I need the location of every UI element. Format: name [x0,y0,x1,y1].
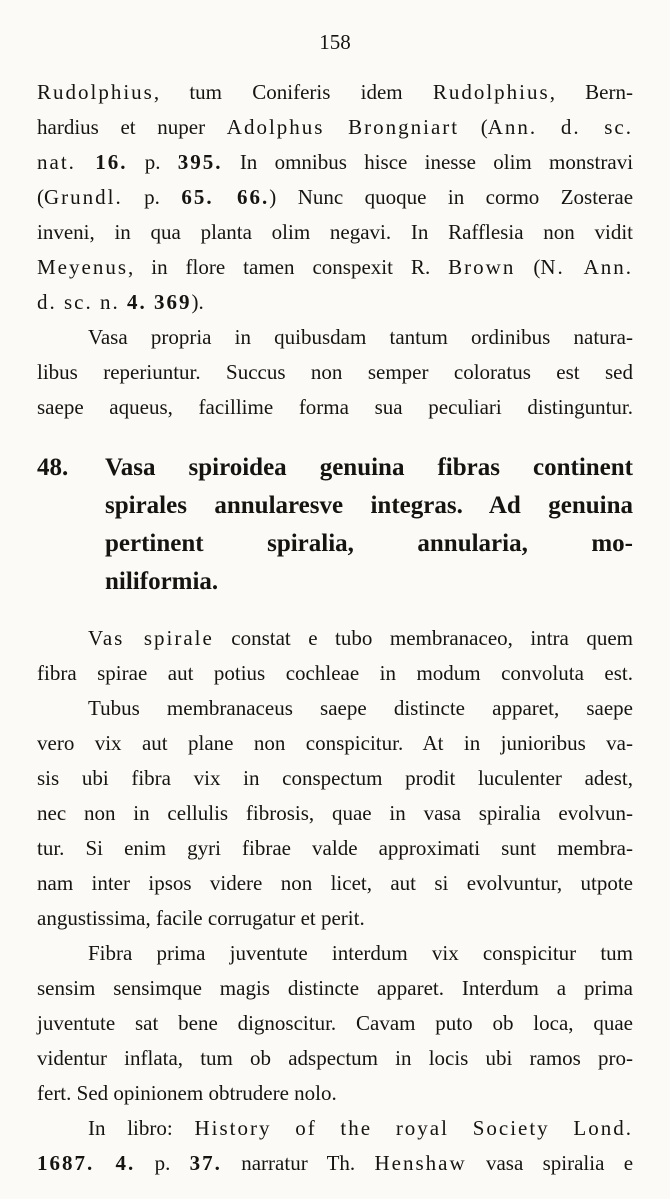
text-line: inveni, in qua planta olim negavi. In Rafflesia non vidit [37,220,633,244]
author-name: Henshaw [374,1151,467,1175]
section-heading-line: pertinent spiralia, annularia, mo- [105,530,633,557]
author-name: Rudolphius [37,80,154,104]
journal-ref: Ann. d. sc. [487,115,633,139]
text-line: nam inter ipsos videre non licet, aut si evolvuntur, utpote [37,871,633,895]
text-line: angustissima, facile corrugatur et perit. [37,906,365,930]
text-line: Fibra prima juventute interdum vix conspicitur tum [88,941,633,965]
text-line: Tubus membranaceus saepe distincte apparet, saepe [88,696,633,720]
journal-ref: N. Ann. [540,255,633,279]
text-line: vero vix aut plane non conspicitur. At in junioribus va- [37,731,633,755]
text-line: hardius et nuper Adolphus Brongniart (Ann. d. sc. [37,115,633,139]
text-line: d. sc. n. 4. 369). [37,290,204,314]
defined-term: Vas spirale [88,626,214,650]
text-line: fert. Sed opinionem obtrudere nolo. [37,1081,337,1105]
text-line: tur. Si enim gyri fibrae valde approximati sunt membra- [37,836,633,860]
section-heading-line: spirales annularesve integras. Ad genuina [105,492,633,519]
text-line: fibra spirae aut potius cochleae in modum convoluta est. [37,661,633,685]
author-name: Brown [448,255,516,279]
book-title: History of the royal Society Lond. [194,1116,633,1140]
text-line: Vas spirale constat e tubo membranaceo, intra quem [88,626,633,650]
text-line: Vasa propria in quibusdam tantum ordinibus natura- [88,325,633,349]
author-name: Meyenus [37,255,128,279]
text-line: libus reperiuntur. Succus non semper coloratus est sed [37,360,633,384]
section-heading-line: Vasa spiroidea genuina fibras continent [105,454,633,481]
text-line: In libro: History of the royal Society Lond. [88,1116,633,1140]
text-line: nec non in cellulis fibrosis, quae in vasa spiralia evolvun- [37,801,633,825]
text-line: Meyenus, in flore tamen conspexit R. Brown (N. Ann. [37,255,633,279]
text-line: videntur inflata, tum ob adspectum in locis ubi ramos pro- [37,1046,633,1070]
text-line: Rudolphius, tum Coniferis idem Rudolphius, Bern- [37,80,633,104]
author-name: Adolphus Brongniart [226,115,460,139]
text-line: saepe aqueus, facillime forma sua peculiari distinguntur. [37,395,633,419]
text-line: sis ubi fibra vix in conspectum prodit luculenter adest, [37,766,633,790]
page-number: 158 [319,30,351,54]
text-line: (Grundl. p. 65. 66.) Nunc quoque in cormo Zosterae [37,185,634,209]
author-name: Rudolphius [432,80,550,104]
text-line: 1687. 4. p. 37. narratur Th. Henshaw vasa spiralia e [37,1151,634,1175]
text-line: nat. 16. p. 395. In omnibus hisce inesse olim monstravi [37,150,634,174]
text-line: sensim sensimque magis distincte apparet. Interdum a prima [37,976,633,1000]
text-line: juventute sat bene dignoscitur. Cavam puto ob loca, quae [37,1011,633,1035]
section-number: 48. [37,454,69,481]
section-heading-line: niliformia. [105,568,219,595]
